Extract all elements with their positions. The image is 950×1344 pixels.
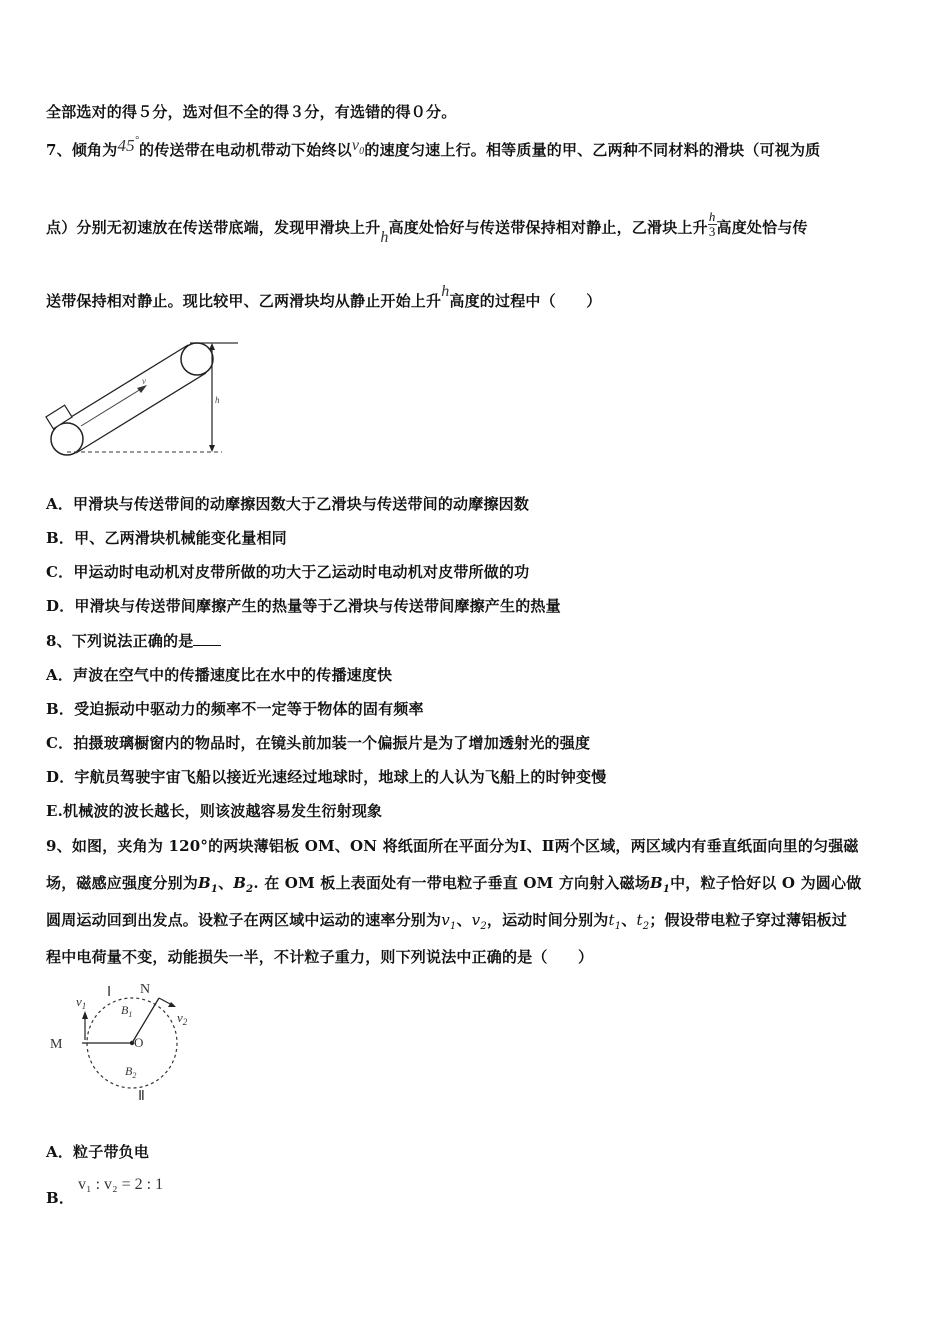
v0-symbol: $v_0$	[351, 137, 365, 158]
m-label: M	[50, 1037, 63, 1052]
q9-line-4: 程中电荷量不变，动能损失一半，不计粒子重力，则下列说法中正确的是（ ）	[46, 948, 594, 966]
q7-option-a: A．甲滑块与传送带间的动摩擦因数大于乙滑块与传送带间的动摩擦因数	[46, 495, 530, 513]
q8-option-d: D．宇航员驾驶宇宙飞船以接近光速经过地球时，地球上的人认为飞船上的时钟变慢	[46, 768, 607, 786]
h-symbol: h	[380, 228, 389, 246]
q8-option-c: C．拍摄玻璃橱窗内的物品时，在镜头前加装一个偏振片是为了增加透射光的强度	[46, 734, 591, 752]
o-label: O	[134, 1035, 144, 1050]
b2-label: $B_2$	[125, 1064, 137, 1080]
q9-line-2: 场，磁感应强度分别为$B_1$、$B_2$. 在 OM 板上表面处有一带电粒子垂直 OM 方向射入磁场$B_1$中，粒子恰好以 O 为圆心做	[46, 874, 862, 895]
v2-label: $v_2$	[177, 1010, 188, 1027]
answer-blank	[193, 631, 221, 646]
q7-option-b: B．甲、乙两滑块机械能变化量相同	[46, 529, 287, 547]
slider-block	[46, 405, 72, 429]
angle-45: 45	[117, 136, 135, 155]
h-over-3-fraction: $\frac{h}{3}$	[708, 209, 716, 239]
h-symbol: h	[441, 283, 450, 300]
fig-v-label: v	[142, 376, 146, 386]
q8-option-e: E.机械波的波长越长，则该波越容易发生衍射现象	[46, 802, 383, 820]
n-label: N	[140, 982, 151, 997]
q7-option-c: C．甲运动时电动机对皮带所做的功大于乙运动时电动机对皮带所做的功	[46, 563, 530, 581]
fig-h-label: h	[215, 395, 220, 405]
q7-line-2: 点）分别无初速放在传送带底端，发现甲滑块上升h高度处恰好与传送带保持相对静止，乙滑块上升 $\frac{h}{3}$ 高度处恰与传	[46, 209, 808, 246]
q9-line-1: 9、如图，夹角为 120°的两块薄铝板 OM、ON 将纸面所在平面分为Ⅰ、Ⅱ两个区域，两区域内有垂直纸面向里的匀强磁	[46, 837, 859, 855]
q9-option-a: A．粒子带负电	[46, 1143, 150, 1161]
region-ii-label: Ⅱ	[138, 1089, 145, 1104]
conveyor-belt-figure	[40, 336, 245, 458]
q9-option-b-label: B．	[46, 1189, 75, 1207]
intro-line: 全部选对的得５分，选对但不全的得３分，有选错的得０分。	[46, 103, 457, 121]
magnetic-field-figure	[44, 978, 214, 1106]
q7-line-1: 7、倾角为45°的传送带在电动机带动下始终以$v_0$的速度匀速上行。相等质量的甲、乙两种不同材料的滑块（可视为质	[46, 135, 821, 159]
q8-option-b: B．受迫振动中驱动力的频率不一定等于物体的固有频率	[46, 700, 424, 718]
q9-option-b-formula: v₁ : v₂ = 2 : 1	[78, 1176, 164, 1193]
v1-label: $v_1$	[76, 994, 87, 1011]
b1-label: $B_1$	[121, 1003, 133, 1019]
region-i-label: Ⅰ	[107, 985, 112, 1000]
q8-stem: 8、下列说法正确的是	[46, 630, 221, 651]
q7-option-d: D．甲滑块与传送带间摩擦产生的热量等于乙滑块与传送带间摩擦产生的热量	[46, 597, 561, 615]
q7-line-3: 送带保持相对静止。现比较甲、乙两滑块均从静止开始上升h高度的过程中（ ）	[46, 283, 602, 310]
q9-line-3: 圆周运动回到出发点。设粒子在两区域中运动的速率分别为$v_1$、$v_2$，运动时间分别为$t_1$、$t_2$；假设带电粒子穿过薄铝板过	[46, 911, 847, 932]
q8-option-a: A．声波在空气中的传播速度比在水中的传播速度快	[46, 666, 393, 684]
